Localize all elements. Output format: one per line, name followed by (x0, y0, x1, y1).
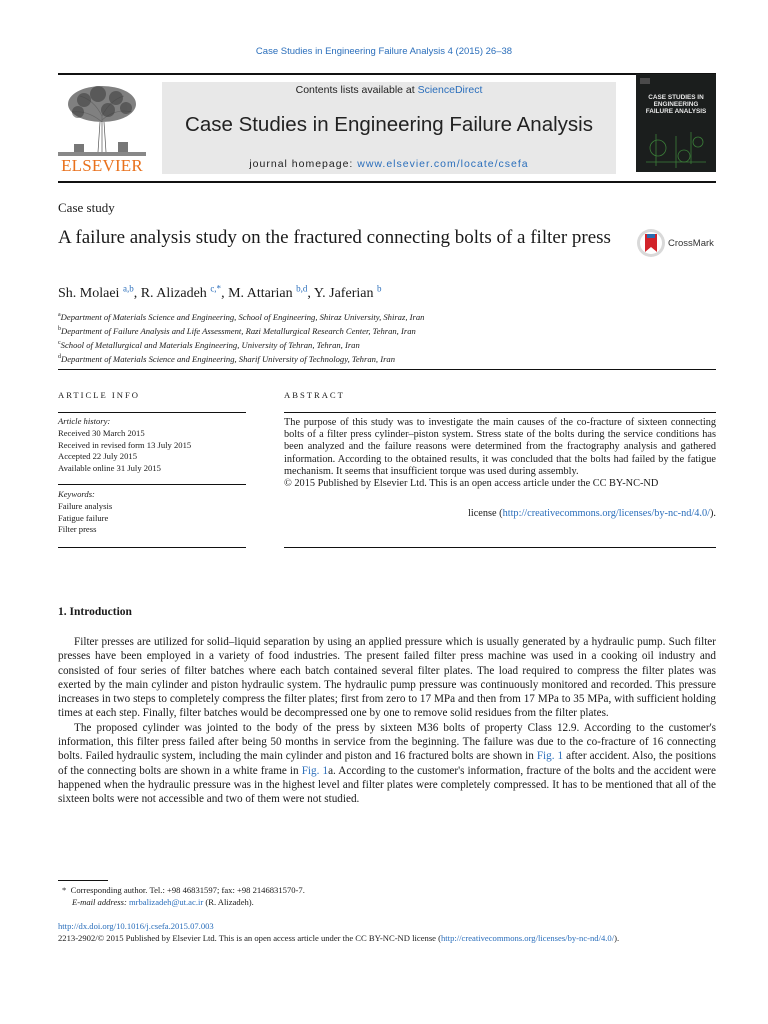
article-info-end-rule (58, 547, 246, 548)
article-history (58, 416, 191, 475)
keywords (58, 489, 112, 536)
section-heading: 1. Introduction (58, 606, 132, 618)
issn-license-link[interactable]: http://creativecommons.org/licenses/by-nc-nd/4.0/ (441, 932, 615, 943)
figure-ref-link[interactable]: Fig. 1 (536, 750, 564, 763)
header-rule (58, 73, 716, 75)
author: Y. Jaferian $^b$ (313, 283, 382, 301)
publisher-wordmark[interactable]: ELSEVIER (61, 156, 143, 175)
homepage-line (162, 158, 616, 170)
contents-line (162, 84, 616, 96)
footnote-text: Corresponding author. Tel.: +98 46831597; fax: +98 2146831570-7. (70, 885, 305, 895)
footnote-rule (58, 880, 108, 881)
issn-line: 2213-2902/© 2015 Published by Elsevier Ltd. This is an open access article under the CC BY-NC-ND license (http://creativecommons.org/licenses/by-nc-nd/4.0/). (58, 932, 620, 943)
homepage-link[interactable]: www.elsevier.com/locate/csefa (357, 158, 529, 170)
keyword: Filter press (58, 524, 97, 535)
abstract-rule (284, 412, 716, 413)
affiliation: $^c$School of Metallurgical and Materials Engineering, University of Tehran, Tehran, Iran (58, 339, 360, 350)
footnote: * Corresponding author. Tel.: +98 46831597; fax: +98 2146831570-7. E-mail address: mrbalizadeh@ut.ac.ir (R. Alizadeh). (62, 885, 305, 907)
keywords-rule (58, 484, 246, 485)
history-item: Received 30 March 2015 (58, 427, 145, 438)
abstract-end-rule (284, 547, 716, 548)
author: Sh. Molaei $^{a,b}$, (58, 283, 141, 301)
affiliation: $^d$Department of Materials Science and Engineering, Sharif University of Technology, Tehran, Iran (58, 353, 396, 364)
keywords-label: Keywords: (58, 489, 95, 499)
intro-body (58, 635, 716, 807)
author-list (58, 283, 381, 302)
abstract-copyright: © 2015 Published by Elsevier Ltd. This is an open access article under the CC BY-NC-ND (284, 478, 659, 490)
history-item: Accepted 22 July 2015 (58, 451, 137, 462)
affiliation: $^a$Department of Materials Science and Engineering, School of Engineering, Shiraz University, Shiraz, Iran (58, 311, 425, 322)
cover-title: CASE STUDIES IN ENGINEERING FAILURE ANALYSIS (645, 94, 707, 115)
article-title: A failure analysis study on the fractured connecting bolts of a filter press (58, 227, 611, 248)
abstract-body (284, 417, 716, 490)
footnote-mark: * (62, 885, 67, 895)
section-rule (58, 369, 716, 370)
affiliation: $^b$Department of Failure Analysis and Life Assessment, Razi Metallurgical Research Center, Tehran, Iran (58, 325, 416, 336)
email-link[interactable]: mrbalizadeh@ut.ac.ir (128, 897, 204, 907)
journal-citation[interactable]: Case Studies in Engineering Failure Analysis 4 (2015) 26–38 (255, 46, 513, 57)
abstract-heading: ABSTRACT (284, 390, 345, 400)
homepage-prefix: journal homepage: (249, 158, 358, 170)
paragraph: The proposed cylinder was jointed to the body of the press by sixteen M36 bolts of property Class 12.9. According to the customer's information, this filter press failed after being 50 months in service from the beginning. The failure was due to the co-fracture of 16 connecting bolts. Failed hydraulic system, including the main cylinder and piston and 16 fractured bolts are shown in Fig. 1 after accident. Also, the positions of the connecting bolts are shown in a white frame in Fig. 1a. According to the customer's information, fracture of the bolts and the accident were happened when the hydraulic pressure was in the highest level and filter plates were completely compressed. It has to be mentioned that all of the sixteen bolts were not accessible and two of them were not studied. (58, 721, 716, 806)
doi-link[interactable]: http://dx.doi.org/10.1016/j.csefa.2015.07.003 (58, 921, 214, 931)
journal-cover-image[interactable] (636, 74, 716, 172)
crossmark-label[interactable]: CrossMark (668, 238, 714, 249)
abstract-text: The purpose of this study was to investigate the main causes of the co-fracture of sixteen connecting bolts of a filter press cylinder–piston system. Stress state of the bolts during the service conditions has been analyzed and the failure reasons were determined from the fractography analysis and gathered information. According to the obtained results, it was concluded that the bolts had failed by the fatigue mechanism. It seems that insufficient torque was used during assembly. (284, 417, 716, 477)
article-type: Case study (58, 200, 115, 215)
keyword: Fatigue failure (58, 512, 109, 523)
author: M. Attarian $^{b,d}$, (228, 283, 314, 301)
keyword: Failure analysis (58, 500, 113, 511)
affiliations (58, 309, 424, 364)
license-link[interactable]: http://creativecommons.org/licenses/by-nc-nd/4.0/ (502, 508, 710, 519)
email-label: E-mail address: (72, 897, 129, 907)
article-info-heading: ARTICLE INFO (58, 390, 140, 400)
figure-ref-link[interactable]: Fig. 1 (301, 764, 329, 777)
abstract-license: license (http://creativecommons.org/licenses/by-nc-nd/4.0/). (467, 508, 716, 519)
sciencedirect-link[interactable]: ScienceDirect (417, 84, 483, 96)
history-item: Available online 31 July 2015 (58, 463, 161, 474)
author: R. Alizadeh $^{c,*}$, (140, 283, 229, 301)
publication-info (58, 921, 716, 944)
article-info-rule (58, 412, 246, 413)
header-bottom-rule (58, 181, 716, 183)
contents-prefix: Contents lists available at (295, 84, 418, 96)
history-label: Article history: (58, 416, 111, 426)
journal-title: Case Studies in Engineering Failure Analysis (185, 113, 593, 136)
paragraph: Filter presses are utilized for solid–liquid separation by using an applied pressure which is usually generated by a hydraulic pump. Such filter presses have been employed in a variety of food industries. The present failed filter press machine was used in a cooking oil industry and consisted of four series of filter batches where each batch contained several filter plates. The load required to compress the filter plates was exerted by the main cylinder and piston hydraulic system. The hydraulic pump pressure was continuously monitored and recorded. This pressure increases in two steps to completely compress the filter plates; first from zero to 17 MPa and then from 17 MPa to 35 MPa, with sufficient holding times at each step. Finally, filter batches would be decompressed one by one to remove solid residues from the filter plates. (58, 636, 716, 720)
history-item: Received in revised form 13 July 2015 (58, 439, 192, 450)
